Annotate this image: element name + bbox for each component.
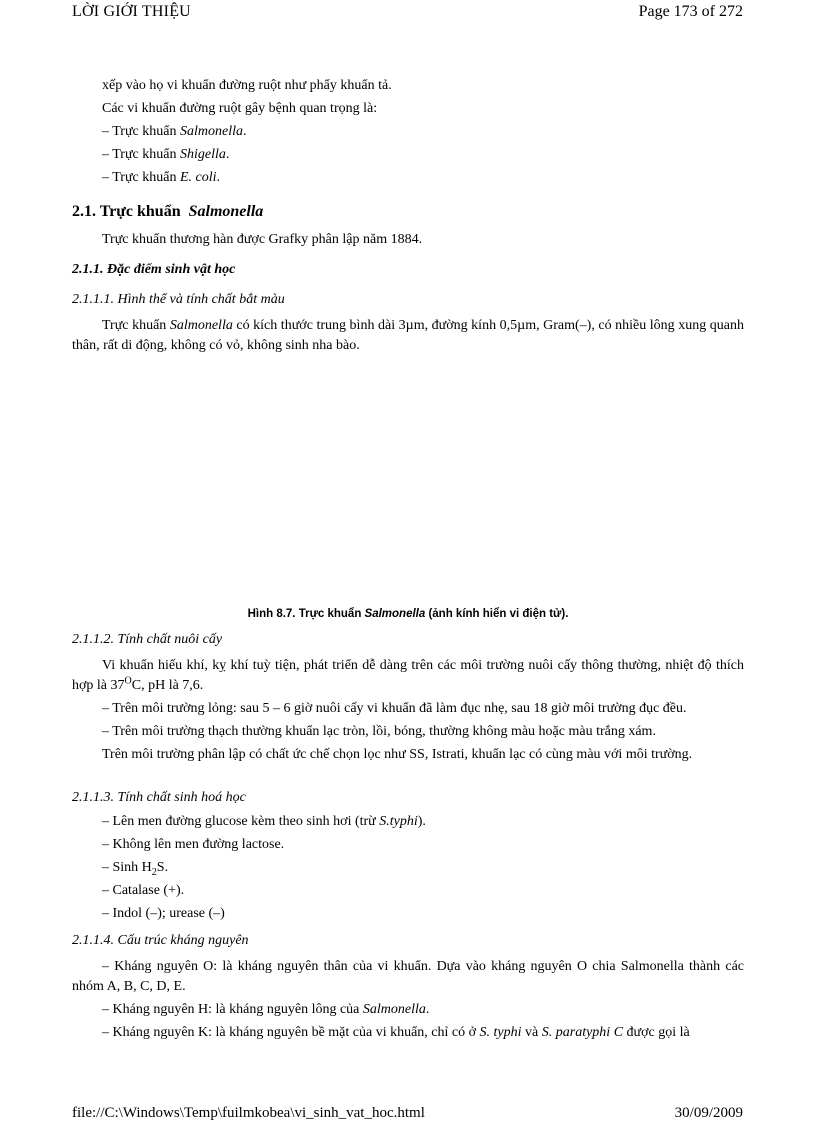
- biochem-item: – Lên men đường glucose kèm theo sinh hơi (trừ S.typhi).: [102, 814, 426, 829]
- heading-2-1-1-3: 2.1.1.3. Tính chất sinh hoá học: [72, 790, 246, 805]
- intro-line-2: Các vi khuẩn đường ruột gây bệnh quan trọng là:: [102, 101, 378, 116]
- biochem-item: – Sinh $H_2S$.: [102, 860, 169, 878]
- footer-file-path: file://C:\Windows\Temp\fuilmkobea\vi_sinh_vat_hoc.html: [72, 1105, 425, 1121]
- figure-caption: Hình 8.7. Trực khuẩn Salmonella (ảnh kính hiển vi điện tử).: [247, 608, 569, 620]
- biochem-item: – Không lên men đường lactose.: [102, 837, 285, 852]
- intro-line-1: xếp vào họ vi khuẩn đường ruột như phẩy khuẩn tả.: [102, 78, 392, 93]
- culture-paragraph-1: Vi khuẩn hiếu khí, kỵ khí tuỳ tiện, phát triển dễ dàng trên các môi trường nuôi cấy thông thường, nhiệt độ thích hợp là $37^OC$, pH là 7,6.: [72, 658, 744, 693]
- culture-section: [72, 630, 744, 765]
- heading-2-1-1-1: 2.1.1.1. Hình thể và tính chất bắt màu: [72, 292, 285, 307]
- culture-selective: Trên môi trường phân lập có chất ức chế chọn lọc như SS, Istrati, khuẩn lạc có cùng màu với môi trường.: [102, 747, 693, 762]
- list-item: – Trực khuẩn E. coli.: [102, 170, 221, 185]
- list-item: – Trực khuẩn Shigella.: [102, 147, 230, 162]
- antigen-h: – Kháng nguyên H: là kháng nguyên lông của Salmonella.: [102, 1002, 430, 1017]
- antigen-o: – Kháng nguyên O: là kháng nguyên thân của vi khuẩn. Dựa vào kháng nguyên O chia Salmonella thành các nhóm A, B, C, D, E.: [72, 959, 744, 994]
- biochem-section: [72, 788, 744, 924]
- culture-liquid: – Trên môi trường lỏng: sau 5 – 6 giờ nuôi cấy vi khuẩn đã làm đục nhẹ, sau 18 giờ môi trường đục đều.: [102, 701, 687, 716]
- antigen-k: – Kháng nguyên K: là kháng nguyên bề mặt của vi khuẩn, chỉ có ở S. typhi và S. paratyphi C được gọi là: [102, 1025, 690, 1040]
- section-intro: Trực khuẩn thương hàn được Grafky phân lập năm 1884.: [102, 232, 423, 247]
- intro-block: [72, 76, 744, 188]
- page-number: Page 173 of 272: [638, 3, 743, 20]
- section-title: 2.1. Trực khuẩn Salmonella: [72, 203, 264, 220]
- figure-image-area: [72, 370, 744, 595]
- morphology-paragraph: Trực khuẩn Salmonella có kích thước trung bình dài 3µm, đường kính 0,5µm, Gram(–), có nhiều lông xung quanh thân, rất di động, không có vỏ, không sinh nha bào.: [72, 318, 744, 353]
- biochem-item: – Indol (–); urease (–): [102, 906, 225, 921]
- biochem-item: – Catalase (+).: [102, 883, 185, 898]
- heading-2-1-1: 2.1.1. Đặc điểm sinh vật học: [72, 262, 236, 277]
- antigen-section: [72, 931, 744, 1043]
- footer-date: 30/09/2009: [674, 1105, 743, 1121]
- page-header-title: LỜI GIỚI THIỆU: [72, 3, 191, 20]
- list-item: – Trực khuẩn Salmonella.: [102, 124, 247, 139]
- heading-2-1-1-4: 2.1.1.4. Cấu trúc kháng nguyên: [72, 933, 249, 948]
- heading-2-1-1-2: 2.1.1.2. Tính chất nuôi cấy: [72, 632, 223, 647]
- section-2-1: [72, 202, 744, 356]
- culture-agar: – Trên môi trường thạch thường khuẩn lạc tròn, lồi, bóng, thường không màu hoặc màu trắng xám.: [102, 724, 656, 739]
